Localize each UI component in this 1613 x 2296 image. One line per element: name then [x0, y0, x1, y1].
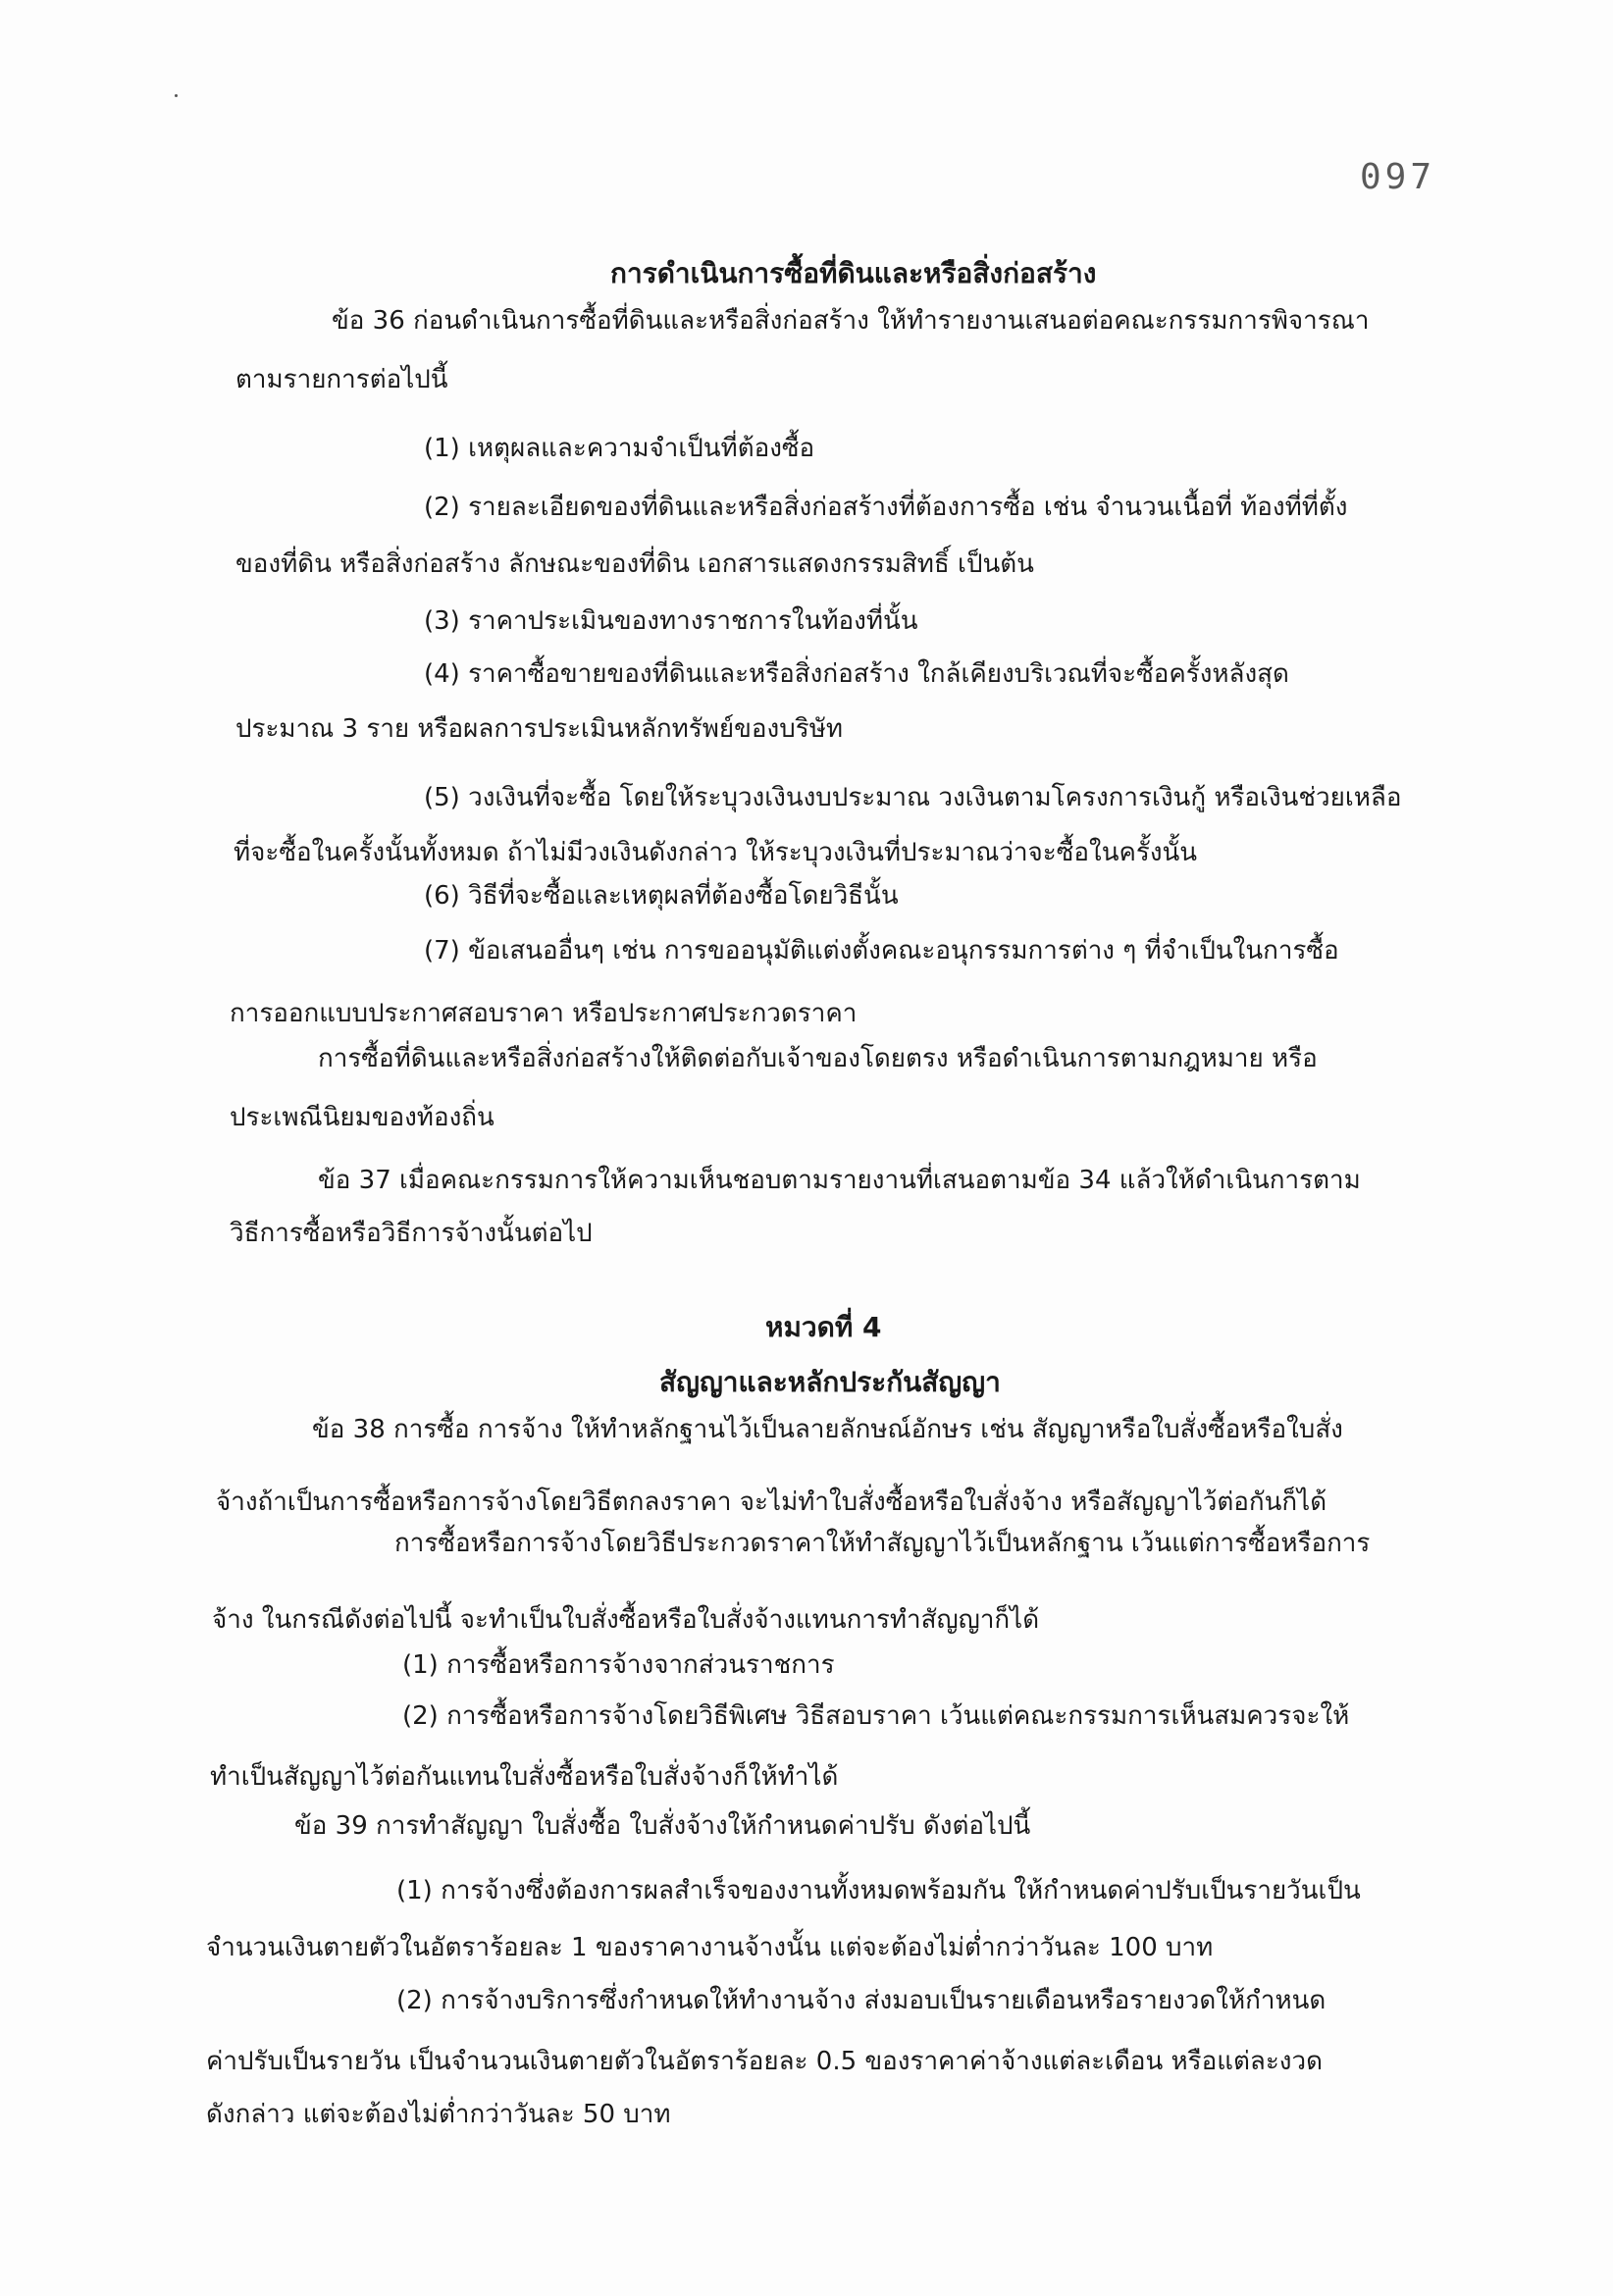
clause-36-line-1: ข้อ 36 ก่อนดำเนินการซื้อที่ดินและหรือสิ่งก่อสร้าง ให้ทำรายงานเสนอต่อคณะกรรมการพิจารณา: [332, 306, 1370, 336]
item-5-line-1: (5) วงเงินที่จะซื้อ โดยให้ระบุวงเงินงบประมาณ วงเงินตามโครงการเงินกู้ หรือเงินช่วยเหลือ: [424, 783, 1402, 812]
clause-39-item-1-line-2: จำนวนเงินตายตัวในอัตราร้อยละ 1 ของราคางานจ้างนั้น แต่จะต้องไม่ต่ำกว่าวันละ 100 บาท: [206, 1933, 1214, 1962]
clause-37-line-2: วิธีการซื้อหรือวิธีการจ้างนั้นต่อไป: [230, 1219, 593, 1248]
page-number: 097: [1360, 157, 1436, 197]
clause-38-line-2: จ้างถ้าเป็นการซื้อหรือการจ้างโดยวิธีตกลงราคา จะไม่ทำใบสั่งซื้อหรือใบสั่งจ้าง หรือสัญญาไว้ต่อกันก็ได้: [216, 1487, 1327, 1517]
clause-37-line-1: ข้อ 37 เมื่อคณะกรรมการให้ความเห็นชอบตามรายงานที่เสนอตามข้อ 34 แล้วให้ดำเนินการตาม: [318, 1166, 1361, 1195]
clause-38-item-2-line-2: ทำเป็นสัญญาไว้ต่อกันแทนใบสั่งซื้อหรือใบสั่งจ้างก็ให้ทำได้: [210, 1762, 839, 1792]
clause-39-item-1-line-1: (1) การจ้างซึ่งต้องการผลสำเร็จของงานทั้งหมดพร้อมกัน ให้กำหนดค่าปรับเป็นรายวันเป็น: [396, 1876, 1361, 1905]
scan-speck: [175, 94, 178, 97]
item-4-line-1: (4) ราคาซื้อขายของที่ดินและหรือสิ่งก่อสร้าง ใกล้เคียงบริเวณที่จะซื้อครั้งหลังสุด: [424, 659, 1289, 689]
clause-38-line-1: ข้อ 38 การซื้อ การจ้าง ให้ทำหลักฐานไว้เป็นลายลักษณ์อักษร เช่น สัญญาหรือใบสั่งซื้อหรือใบสั่ง: [312, 1415, 1343, 1444]
item-7-line-1: (7) ข้อเสนออื่นๆ เช่น การขออนุมัติแต่งตั้งคณะอนุกรรมการต่าง ๆ ที่จำเป็นในการซื้อ: [424, 936, 1339, 965]
item-2-line-2: ของที่ดิน หรือสิ่งก่อสร้าง ลักษณะของที่ดิน เอกสารแสดงกรรมสิทธิ์ เป็นต้น: [235, 549, 1034, 579]
clause-38-item-1: (1) การซื้อหรือการจ้างจากส่วนราชการ: [402, 1650, 835, 1680]
clause-39-item-2-line-1: (2) การจ้างบริการซึ่งกำหนดให้ทำงานจ้าง ส่งมอบเป็นรายเดือนหรือรายงวดให้กำหนด: [396, 1986, 1327, 2015]
clause-38-para-line-2: จ้าง ในกรณีดังต่อไปนี้ จะทำเป็นใบสั่งซื้อหรือใบสั่งจ้างแทนการทำสัญญาก็ได้: [212, 1605, 1040, 1635]
chapter-title: สัญญาและหลักประกันสัญญา: [659, 1366, 1001, 1398]
section-title: การดำเนินการซื้อที่ดินและหรือสิ่งก่อสร้าง: [610, 257, 1097, 289]
clause-38-para-line-1: การซื้อหรือการจ้างโดยวิธีประกวดราคาให้ทำสัญญาไว้เป็นหลักฐาน เว้นแต่การซื้อหรือการ: [394, 1529, 1371, 1558]
clause-38-item-2-line-1: (2) การซื้อหรือการจ้างโดยวิธีพิเศษ วิธีสอบราคา เว้นแต่คณะกรรมการเห็นสมควรจะให้: [402, 1701, 1350, 1731]
paragraph-line-1: การซื้อที่ดินและหรือสิ่งก่อสร้างให้ติดต่อกับเจ้าของโดยตรง หรือดำเนินการตามกฎหมาย หรือ: [318, 1044, 1318, 1073]
item-6: (6) วิธีที่จะซื้อและเหตุผลที่ต้องซื้อโดยวิธีนั้น: [424, 881, 899, 911]
clause-39-line-1: ข้อ 39 การทำสัญญา ใบสั่งซื้อ ใบสั่งจ้างให้กำหนดค่าปรับ ดังต่อไปนี้: [294, 1811, 1031, 1841]
item-2-line-1: (2) รายละเอียดของที่ดินและหรือสิ่งก่อสร้างที่ต้องการซื้อ เช่น จำนวนเนื้อที่ ท้องที่ที่ตั้ง: [424, 493, 1348, 522]
item-4-line-2: ประมาณ 3 ราย หรือผลการประเมินหลักทรัพย์ของบริษัท: [235, 714, 843, 744]
item-1: (1) เหตุผลและความจำเป็นที่ต้องซื้อ: [424, 434, 815, 463]
clause-39-item-2-line-3: ดังกล่าว แต่จะต้องไม่ต่ำกว่าวันละ 50 บาท: [206, 2100, 671, 2129]
chapter-heading: หมวดที่ 4: [765, 1311, 882, 1343]
paragraph-line-2: ประเพณีนิยมของท้องถิ่น: [230, 1103, 494, 1132]
item-5-line-2: ที่จะซื้อในครั้งนั้นทั้งหมด ถ้าไม่มีวงเงินดังกล่าว ให้ระบุวงเงินที่ประมาณว่าจะซื้อในครั้งนั้น: [234, 838, 1198, 867]
item-3: (3) ราคาประเมินของทางราชการในท้องที่นั้น: [424, 606, 918, 636]
clause-39-item-2-line-2: ค่าปรับเป็นรายวัน เป็นจำนวนเงินตายตัวในอัตราร้อยละ 0.5 ของราคาค่าจ้างแต่ละเดือน หรือแต่ละงวด: [206, 2047, 1323, 2076]
item-7-line-2: การออกแบบประกาศสอบราคา หรือประกาศประกวดราคา: [230, 999, 858, 1028]
clause-36-line-2: ตามรายการต่อไปนี้: [235, 365, 448, 394]
